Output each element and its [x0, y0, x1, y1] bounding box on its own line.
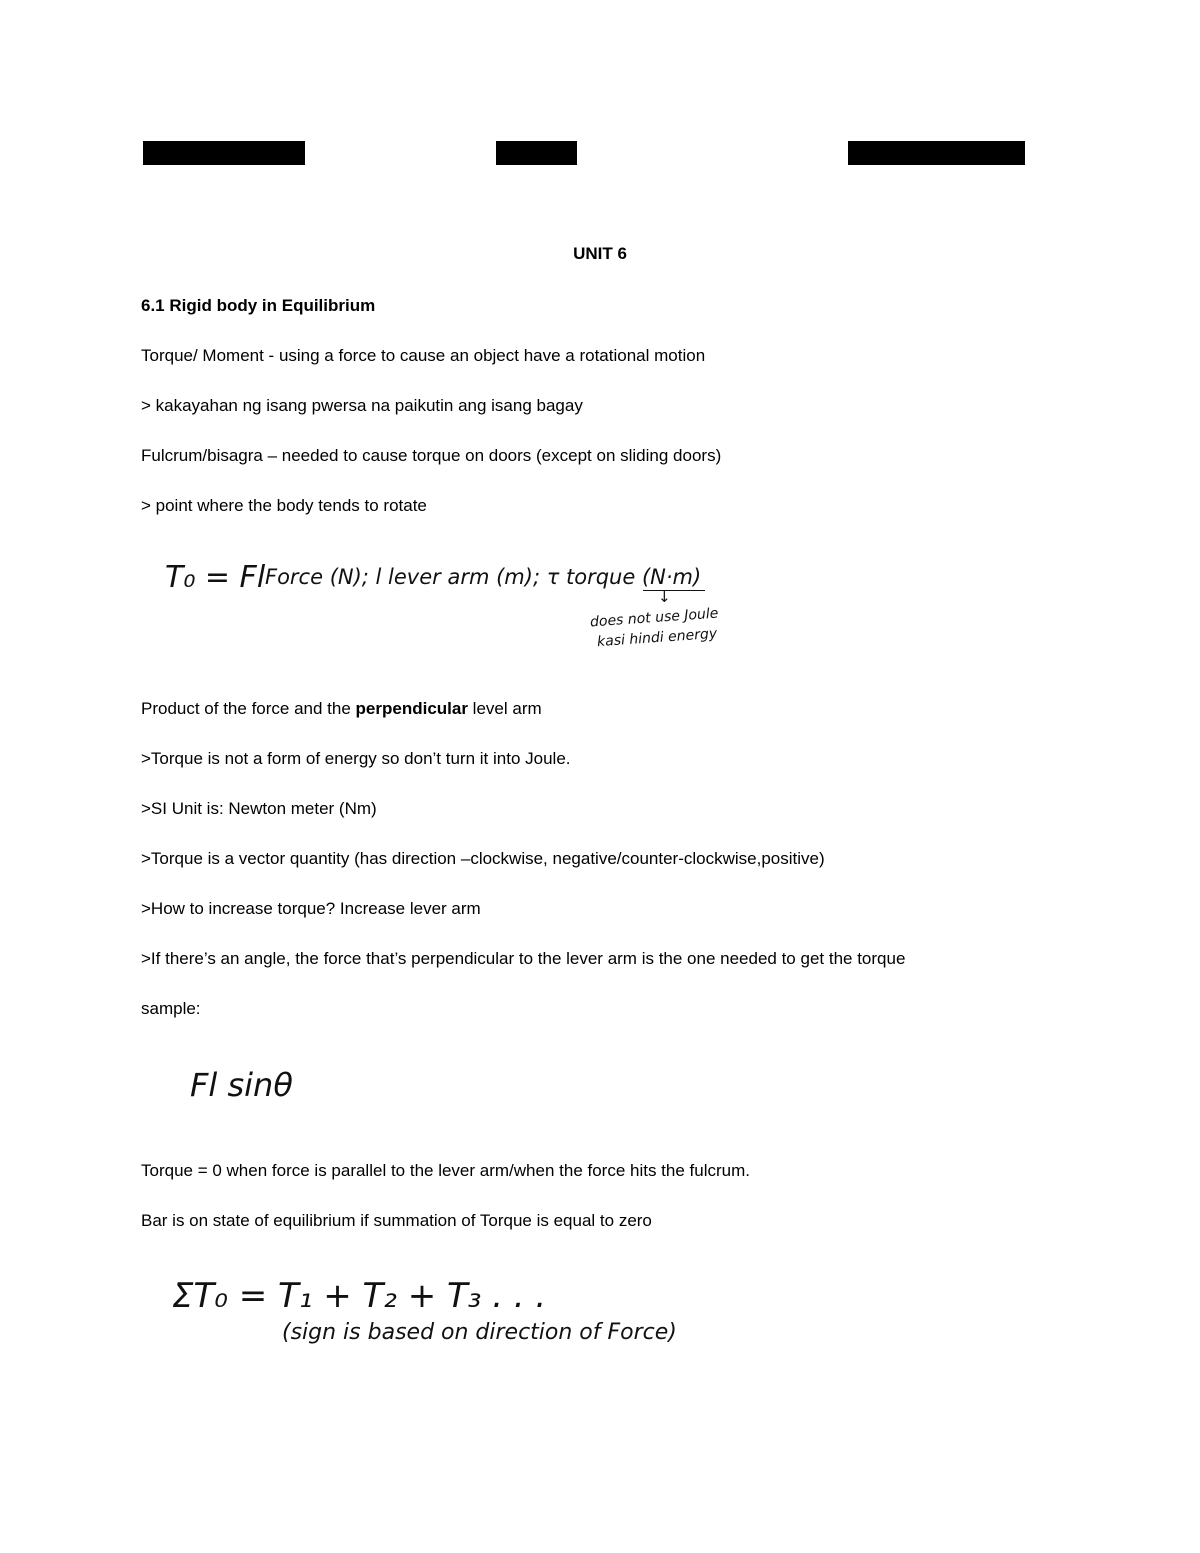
not-energy-note: >Torque is not a form of energy so don’t turn it into Joule.	[141, 749, 571, 768]
underline-stroke	[643, 590, 705, 591]
product-text-end: level arm	[467, 699, 542, 718]
handwritten-torque-formula	[165, 548, 765, 666]
redacted-section-block	[496, 141, 577, 165]
vector-quantity-note: >Torque is a vector quantity (has direction –clockwise, negative/counter-clockwise,positive)	[141, 849, 825, 868]
product-definition	[141, 698, 542, 720]
down-arrow-icon: ↓	[658, 588, 671, 606]
torque-tagalog-note: > kakayahan ng isang pwersa na paikutin ang isang bagay	[141, 396, 583, 415]
fulcrum-note: > point where the body tends to rotate	[141, 496, 427, 515]
formula-torque-fl: T₀ = Fl	[165, 560, 266, 595]
equilibrium-note: Bar is on state of equilibrium if summation of Torque is equal to zero	[141, 1211, 652, 1230]
redacted-date-block	[848, 141, 1025, 165]
note-not-energy: kasi hindi energy	[596, 625, 718, 651]
handwritten-fl-sin-theta: Fl sinθ	[190, 1066, 293, 1104]
handwritten-torque-sum	[172, 1276, 692, 1366]
si-unit-note: >SI Unit is: Newton meter (Nm)	[141, 799, 377, 818]
fulcrum-definition: Fulcrum/bisagra – needed to cause torque on doors (except on sliding doors)	[141, 446, 722, 465]
product-text-start: Product of the force and the	[141, 699, 356, 718]
torque-zero-note: Torque = 0 when force is parallel to the lever arm/when the force hits the fulcrum.	[141, 1161, 750, 1180]
product-text-bold: perpendicular	[355, 699, 468, 718]
section-heading: 6.1 Rigid body in Equilibrium	[141, 296, 376, 315]
torque-definition: Torque/ Moment - using a force to cause an object have a rotational motion	[141, 346, 706, 365]
formula-legend: Force (N); l lever arm (m); τ torque (N·m)	[265, 565, 702, 589]
formula-torque-sum: ΣT₀ = T₁ + T₂ + T₃ . . .	[172, 1276, 547, 1316]
unit-title: UNIT 6	[573, 244, 627, 263]
redacted-name-block	[143, 141, 305, 165]
formula-sign-note: (sign is based on direction of Force)	[282, 1320, 677, 1345]
angle-note: >If there’s an angle, the force that’s perpendicular to the lever arm is the one needed to get the torque	[141, 949, 906, 968]
increase-torque-note: >How to increase torque? Increase lever arm	[141, 899, 481, 918]
note-no-joule: does not use Joule	[589, 605, 719, 631]
sample-label: sample:	[141, 999, 201, 1018]
